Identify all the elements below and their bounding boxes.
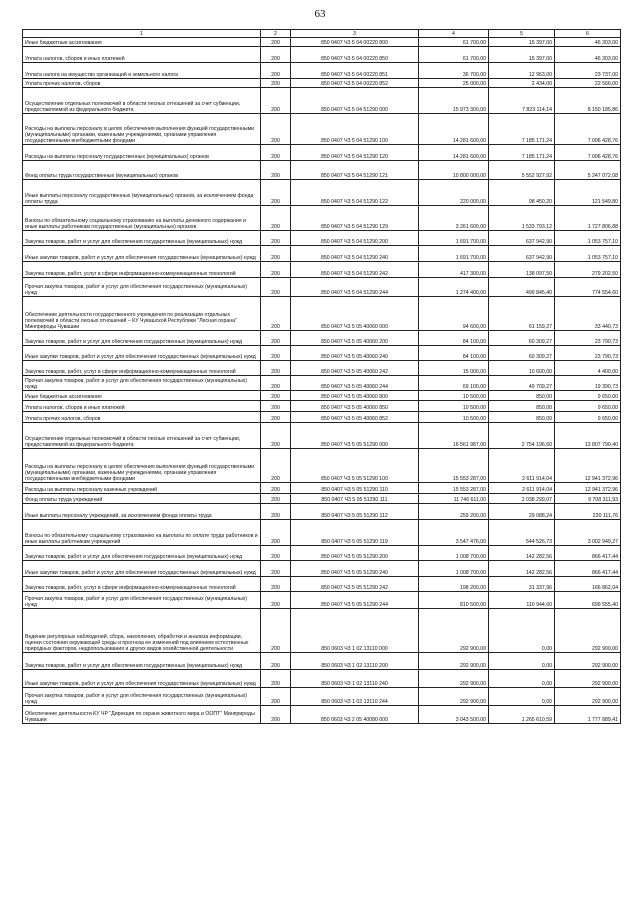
row-remainder-cell: 46 303,00 [555,38,621,47]
row-plan-cell: 220 000,00 [419,180,489,206]
row-plan-cell: 94 600,00 [419,297,489,331]
row-group-cell: 200 [261,246,291,262]
table-row [23,278,621,297]
row-group-cell: 200 [261,688,291,706]
row-remainder-cell: 8 150 185,86 [555,88,621,114]
row-executed-cell: 10 600,00 [489,361,555,376]
row-code-cell: 850 0603 Ч3 1 02 13110 200 [291,653,419,670]
row-name-cell: Закупка товаров, работ и услуг для обеспечения государственных (муниципальных) нужд [23,331,261,346]
row-name-cell: Иные бюджетные ассигнования [23,38,261,47]
row-code-cell: 850 0407 Ч3 5 05 51290 200 [291,546,419,561]
row-executed-cell: 60 309,27 [489,346,555,361]
row-plan-cell: 259 200,00 [419,504,489,520]
row-executed-cell: 1 265 610,59 [489,706,555,724]
row-group-cell: 200 [261,47,291,63]
row-plan-cell: 16 561 987,00 [419,423,489,449]
row-remainder-cell: 292 900,00 [555,653,621,670]
row-executed-cell: 7 823 114,14 [489,88,555,114]
row-code-cell: 850 0407 Ч3 5 05 40060 852 [291,412,419,423]
row-name-cell: Расходы на выплаты персоналу в целях обеспечения выполнения функций государственными (муниципальными) органами, казенными учреждениями, органами управления государственными внебюджетными фондами [23,114,261,145]
row-name-cell: Обеспечение деятельности КУ ЧР "Дирекция по охране животного мира и ООПТ" Минприроды Чувашии [23,706,261,724]
table-row [23,412,621,423]
row-code-cell: 850 0407 Ч3 5 05 51290 111 [291,494,419,504]
row-code-cell: 850 0407 Ч3 5 05 40060 242 [291,361,419,376]
row-code-cell: 850 0407 Ч3 5 05 51290 100 [291,449,419,483]
table-row [23,670,621,688]
row-group-cell: 200 [261,423,291,449]
row-code-cell: 850 0407 Ч3 5 04 51290 100 [291,114,419,145]
row-group-cell: 200 [261,483,291,494]
row-group-cell: 200 [261,231,291,246]
row-remainder-cell: 22 566,00 [555,79,621,88]
table-row [23,688,621,706]
row-name-cell: Фонд оплаты труда учреждений [23,494,261,504]
row-remainder-cell: 12 941 372,96 [555,483,621,494]
row-group-cell: 200 [261,561,291,577]
row-executed-cell: 12 963,00 [489,63,555,79]
row-remainder-cell: 1 053 757,10 [555,231,621,246]
row-name-cell: Взносы по обязательному социальному страхованию на выплаты денежного содержания и иные выплаты работникам государственных (муниципальных) органов [23,206,261,231]
row-name-cell: Иные закупки товаров, работ и услуг для обеспечения государственных (муниципальных) нужд [23,346,261,361]
row-name-cell: Иные закупки товаров, работ и услуг для обеспечения государственных (муниципальных) нужд [23,561,261,577]
row-plan-cell: 14 281 600,00 [419,145,489,161]
row-plan-cell: 3 261 600,00 [419,206,489,231]
row-group-cell: 200 [261,180,291,206]
row-code-cell: 850 0407 Ч3 5 04 51290 129 [291,206,419,231]
table-row [23,706,621,724]
row-remainder-cell: 7 096 428,76 [555,145,621,161]
row-remainder-cell: 1 727 806,88 [555,206,621,231]
row-group-cell: 200 [261,653,291,670]
table-row [23,161,621,180]
row-name-cell: Иные выплаты персоналу учреждений, за исключением фонда оплаты труда [23,504,261,520]
table-row [23,561,621,577]
row-remainder-cell: 12 941 372,96 [555,449,621,483]
row-group-cell: 200 [261,706,291,724]
table-row [23,38,621,47]
row-executed-cell: 110 944,60 [489,592,555,609]
row-plan-cell: 15 553 287,00 [419,483,489,494]
row-name-cell: Расходы на выплаты персоналу казенных учреждений [23,483,261,494]
row-plan-cell: 810 500,00 [419,592,489,609]
row-group-cell: 200 [261,262,291,278]
table-row [23,520,621,546]
row-plan-cell: 15 973 300,00 [419,88,489,114]
row-remainder-cell: 9 650,00 [555,401,621,412]
row-executed-cell: 98 450,20 [489,180,555,206]
row-executed-cell: 60 309,27 [489,331,555,346]
row-code-cell: 850 0407 Ч3 5 04 51290 200 [291,231,419,246]
row-executed-cell: 5 552 927,92 [489,161,555,180]
row-name-cell: Расходы на выплаты персоналу в целях обеспечения выполнения функций государственными (муниципальными) органами, казенными учреждениями, органами управления государственными внебюджетными фондами [23,449,261,483]
row-group-cell: 200 [261,391,291,401]
row-name-cell: Прочая закупка товаров, работ и услуг для обеспечения государственных (муниципальных) нужд [23,592,261,609]
row-remainder-cell: 33 440,73 [555,297,621,331]
row-plan-cell: 1 691 700,00 [419,231,489,246]
table-row [23,63,621,79]
row-name-cell: Расходы на выплаты персоналу государственных (муниципальных) органов [23,145,261,161]
column-header-6: 6 [555,30,621,38]
row-remainder-cell: 19 390,73 [555,376,621,391]
row-plan-cell: 84 100,00 [419,346,489,361]
page-number: 63 [314,8,326,20]
row-code-cell: 850 0407 Ч3 5 04 00220 851 [291,63,419,79]
row-code-cell: 850 0407 Ч3 5 04 51290 122 [291,180,419,206]
row-executed-cell: 0,00 [489,653,555,670]
row-executed-cell: 544 526,73 [489,520,555,546]
table-row [23,331,621,346]
row-group-cell: 200 [261,592,291,609]
row-plan-cell: 14 281 600,00 [419,114,489,145]
row-remainder-cell: 166 862,04 [555,577,621,592]
row-code-cell: 850 0407 Ч3 5 04 51290 121 [291,161,419,180]
row-executed-cell: 637 942,90 [489,231,555,246]
row-executed-cell: 2 038 299,07 [489,494,555,504]
row-remainder-cell: 23 790,73 [555,331,621,346]
row-plan-cell: 417 300,00 [419,262,489,278]
row-remainder-cell: 1 777 889,41 [555,706,621,724]
table-row [23,609,621,653]
table-row [23,79,621,88]
row-code-cell: 850 0603 Ч3 1 02 13110 240 [291,670,419,688]
row-remainder-cell: 1 053 757,10 [555,246,621,262]
row-remainder-cell: 9 708 311,93 [555,494,621,504]
row-remainder-cell: 699 555,40 [555,592,621,609]
row-executed-cell: 2 611 914,04 [489,483,555,494]
table-row [23,145,621,161]
table-row [23,262,621,278]
row-plan-cell: 61 700,00 [419,47,489,63]
row-remainder-cell: 23 737,00 [555,63,621,79]
table-row [23,376,621,391]
row-plan-cell: 292 900,00 [419,653,489,670]
row-name-cell: Закупка товаров, работ и услуг для обеспечения государственных (муниципальных) нужд [23,546,261,561]
row-executed-cell: 142 282,56 [489,546,555,561]
row-executed-cell: 637 942,90 [489,246,555,262]
row-plan-cell: 292 900,00 [419,670,489,688]
row-code-cell: 850 0407 Ч3 5 04 00220 800 [291,38,419,47]
column-header-3: 3 [291,30,419,38]
row-code-cell: 850 0407 Ч3 5 05 51290 119 [291,520,419,546]
row-group-cell: 200 [261,88,291,114]
row-remainder-cell: 121 549,80 [555,180,621,206]
row-name-cell: Прочая закупка товаров, работ и услуг для обеспечения государственных (муниципальных) нужд [23,376,261,391]
row-plan-cell: 10 500,00 [419,391,489,401]
table-row [23,180,621,206]
row-plan-cell: 198 200,00 [419,577,489,592]
row-plan-cell: 10 500,00 [419,412,489,423]
table-row [23,114,621,145]
row-remainder-cell: 13 807 790,40 [555,423,621,449]
row-group-cell: 200 [261,670,291,688]
row-plan-cell: 36 700,00 [419,63,489,79]
row-code-cell: 850 0407 Ч3 5 05 40060 800 [291,391,419,401]
row-name-cell: Ведение регулярных наблюдений, сбора, накопления, обработки и анализа информации, оценки состояния окружающей среды и прогноза ее изменений под влиянием естественных природных факторов, недропользования и других видов хозяйственной деятельности [23,609,261,653]
row-code-cell: 850 0407 Ч3 5 05 51290 000 [291,423,419,449]
row-code-cell: 850 0603 Ч3 1 02 13110 244 [291,688,419,706]
table-row [23,423,621,449]
row-executed-cell: 49 709,27 [489,376,555,391]
column-header-4: 4 [419,30,489,38]
table-row [23,231,621,246]
row-remainder-cell: 4 400,00 [555,361,621,376]
row-executed-cell: 0,00 [489,670,555,688]
row-executed-cell: 2 754 196,60 [489,423,555,449]
table-row [23,577,621,592]
table-row [23,504,621,520]
row-plan-cell: 25 000,00 [419,79,489,88]
row-code-cell: 850 0407 Ч3 5 04 51290 240 [291,246,419,262]
row-plan-cell: 292 900,00 [419,688,489,706]
row-executed-cell: 0,00 [489,609,555,653]
row-remainder-cell: 292 900,00 [555,609,621,653]
table-header-row [23,30,621,38]
row-plan-cell: 15 000,00 [419,361,489,376]
row-plan-cell: 15 553 287,00 [419,449,489,483]
row-executed-cell: 29 088,24 [489,504,555,520]
row-remainder-cell: 46 303,00 [555,47,621,63]
table-row [23,592,621,609]
row-group-cell: 200 [261,38,291,47]
row-name-cell: Закупка товаров, работ, услуг в сфере информационно-коммуникационных технологий [23,361,261,376]
row-executed-cell: 2 434,00 [489,79,555,88]
row-name-cell: Уплата налогов, сборов и иных платежей [23,401,261,412]
row-plan-cell: 1 008 700,00 [419,561,489,577]
table-row [23,483,621,494]
row-remainder-cell: 3 002 949,27 [555,520,621,546]
row-code-cell: 850 0407 Ч3 5 04 51290 242 [291,262,419,278]
row-name-cell: Уплата прочих налогов, сборов [23,412,261,423]
row-plan-cell: 69 100,00 [419,376,489,391]
row-plan-cell: 1 274 400,00 [419,278,489,297]
row-plan-cell: 292 900,00 [419,609,489,653]
row-executed-cell: 850,00 [489,391,555,401]
row-code-cell: 850 0407 Ч3 5 05 51290 244 [291,592,419,609]
row-group-cell: 200 [261,494,291,504]
row-executed-cell: 7 185 171,24 [489,114,555,145]
row-code-cell: 850 0407 Ч3 5 05 40060 000 [291,297,419,331]
row-name-cell: Прочая закупка товаров, работ и услуг для обеспечения государственных (муниципальных) нужд [23,278,261,297]
row-code-cell: 850 0407 Ч3 5 05 51290 112 [291,504,419,520]
row-group-cell: 200 [261,376,291,391]
row-name-cell: Фонд оплаты труда государственных (муниципальных) органов [23,161,261,180]
table-row [23,546,621,561]
table-row [23,297,621,331]
row-group-cell: 200 [261,114,291,145]
row-remainder-cell: 9 650,00 [555,391,621,401]
row-group-cell: 200 [261,412,291,423]
row-plan-cell: 1 691 700,00 [419,246,489,262]
row-name-cell: Иные закупки товаров, работ и услуг для обеспечения государственных (муниципальных) нужд [23,246,261,262]
column-header-2: 2 [261,30,291,38]
row-name-cell: Взносы по обязательному социальному страхованию на выплаты по оплате труда работников и иные выплаты работникам учреждений [23,520,261,546]
row-executed-cell: 7 185 171,24 [489,145,555,161]
row-remainder-cell: 279 202,50 [555,262,621,278]
row-code-cell: 850 0407 Ч3 5 04 51290 120 [291,145,419,161]
row-code-cell: 850 0407 Ч3 5 05 51290 110 [291,483,419,494]
row-group-cell: 200 [261,331,291,346]
row-plan-cell: 3 043 500,00 [419,706,489,724]
table-row [23,494,621,504]
row-remainder-cell: 7 096 428,76 [555,114,621,145]
row-executed-cell: 850,00 [489,412,555,423]
row-remainder-cell: 5 247 072,08 [555,161,621,180]
table-row [23,401,621,412]
row-group-cell: 200 [261,401,291,412]
row-group-cell: 200 [261,504,291,520]
row-name-cell: Обеспечение деятельности государственного учреждения по реализации отдельных полномочий в области лесных отношений – КУ Чувашской Республики "Лесная охрана" Минприроды Чувашии [23,297,261,331]
row-name-cell: Закупка товаров, работ, услуг в сфере информационно-коммуникационных технологий [23,262,261,278]
row-code-cell: 850 0407 Ч3 5 04 51290 000 [291,88,419,114]
row-name-cell: Уплата налогов, сборов и иных платежей [23,47,261,63]
row-code-cell: 850 0407 Ч3 5 04 00220 852 [291,79,419,88]
row-code-cell: 850 0407 Ч3 5 05 51290 242 [291,577,419,592]
row-executed-cell: 2 611 914,04 [489,449,555,483]
row-group-cell: 200 [261,346,291,361]
row-name-cell: Закупка товаров, работ и услуг для обеспечения государственных (муниципальных) нужд [23,231,261,246]
row-plan-cell: 10 500,00 [419,401,489,412]
row-name-cell: Осуществление отдельных полномочий в области лесных отношений за счет субвенции, предоставляемой из федерального бюджета [23,423,261,449]
table-row [23,653,621,670]
row-code-cell: 850 0407 Ч3 5 05 40060 200 [291,331,419,346]
row-group-cell: 200 [261,206,291,231]
row-executed-cell: 499 845,40 [489,278,555,297]
table-row [23,449,621,483]
row-executed-cell: 1 533 793,12 [489,206,555,231]
row-name-cell: Уплата прочих налогов, сборов [23,79,261,88]
row-code-cell: 850 0407 Ч3 5 05 40060 240 [291,346,419,361]
row-remainder-cell: 230 111,76 [555,504,621,520]
row-executed-cell: 138 097,50 [489,262,555,278]
row-name-cell: Уплата налога на имущество организаций и земельного налога [23,63,261,79]
row-group-cell: 200 [261,63,291,79]
row-executed-cell: 850,00 [489,401,555,412]
row-name-cell: Осуществление отдельных полномочий в области лесных отношений за счет субвенции, предоставляемой из федерального бюджета [23,88,261,114]
table-body [23,38,621,724]
row-group-cell: 200 [261,145,291,161]
row-name-cell: Закупка товаров, работ и услуг для обеспечения государственных (муниципальных) нужд [23,653,261,670]
row-group-cell: 200 [261,577,291,592]
row-group-cell: 200 [261,161,291,180]
row-remainder-cell: 23 790,73 [555,346,621,361]
row-plan-cell: 1 008 700,00 [419,546,489,561]
column-header-5: 5 [489,30,555,38]
row-code-cell: 850 0603 Ч3 2 05 40080 000 [291,706,419,724]
row-executed-cell: 0,00 [489,688,555,706]
table-row [23,47,621,63]
row-plan-cell: 84 100,00 [419,331,489,346]
row-code-cell: 850 0407 Ч3 5 04 51290 244 [291,278,419,297]
row-executed-cell: 142 282,56 [489,561,555,577]
row-code-cell: 850 0407 Ч3 5 05 51290 240 [291,561,419,577]
row-name-cell: Закупка товаров, работ, услуг в сфере информационно-коммуникационных технологий [23,577,261,592]
row-group-cell: 200 [261,609,291,653]
row-group-cell: 200 [261,546,291,561]
column-header-1: 1 [23,30,261,38]
row-code-cell: 850 0407 Ч3 5 04 00220 850 [291,47,419,63]
row-name-cell: Иные выплаты персоналу государственных (муниципальных) органов, за исключением фонда оплаты труда [23,180,261,206]
row-code-cell: 850 0407 Ч3 5 05 40060 244 [291,376,419,391]
row-plan-cell: 11 746 611,00 [419,494,489,504]
row-group-cell: 200 [261,449,291,483]
row-plan-cell: 61 700,00 [419,38,489,47]
table-row [23,346,621,361]
row-remainder-cell: 9 650,00 [555,412,621,423]
row-remainder-cell: 774 554,60 [555,278,621,297]
table-row [23,391,621,401]
row-group-cell: 200 [261,79,291,88]
row-remainder-cell: 866 417,44 [555,546,621,561]
row-name-cell: Иные бюджетные ассигнования [23,391,261,401]
table-row [23,88,621,114]
row-executed-cell: 15 397,00 [489,38,555,47]
row-plan-cell: 3 547 476,00 [419,520,489,546]
table-row [23,246,621,262]
row-group-cell: 200 [261,297,291,331]
row-name-cell: Прочая закупка товаров, работ и услуг для обеспечения государственных (муниципальных) нужд [23,688,261,706]
row-group-cell: 200 [261,520,291,546]
row-remainder-cell: 292 900,00 [555,670,621,688]
table-row [23,206,621,231]
row-remainder-cell: 292 900,00 [555,688,621,706]
row-group-cell: 200 [261,278,291,297]
row-executed-cell: 15 397,00 [489,47,555,63]
budget-execution-table [22,29,621,724]
row-remainder-cell: 866 417,44 [555,561,621,577]
row-group-cell: 200 [261,361,291,376]
row-plan-cell: 10 800 000,00 [419,161,489,180]
table-row [23,361,621,376]
row-executed-cell: 31 337,96 [489,577,555,592]
row-code-cell: 850 0603 Ч3 1 02 13110 000 [291,609,419,653]
row-executed-cell: 61 159,27 [489,297,555,331]
row-name-cell: Иные закупки товаров, работ и услуг для обеспечения государственных (муниципальных) нужд [23,670,261,688]
row-code-cell: 850 0407 Ч3 5 05 40060 850 [291,401,419,412]
